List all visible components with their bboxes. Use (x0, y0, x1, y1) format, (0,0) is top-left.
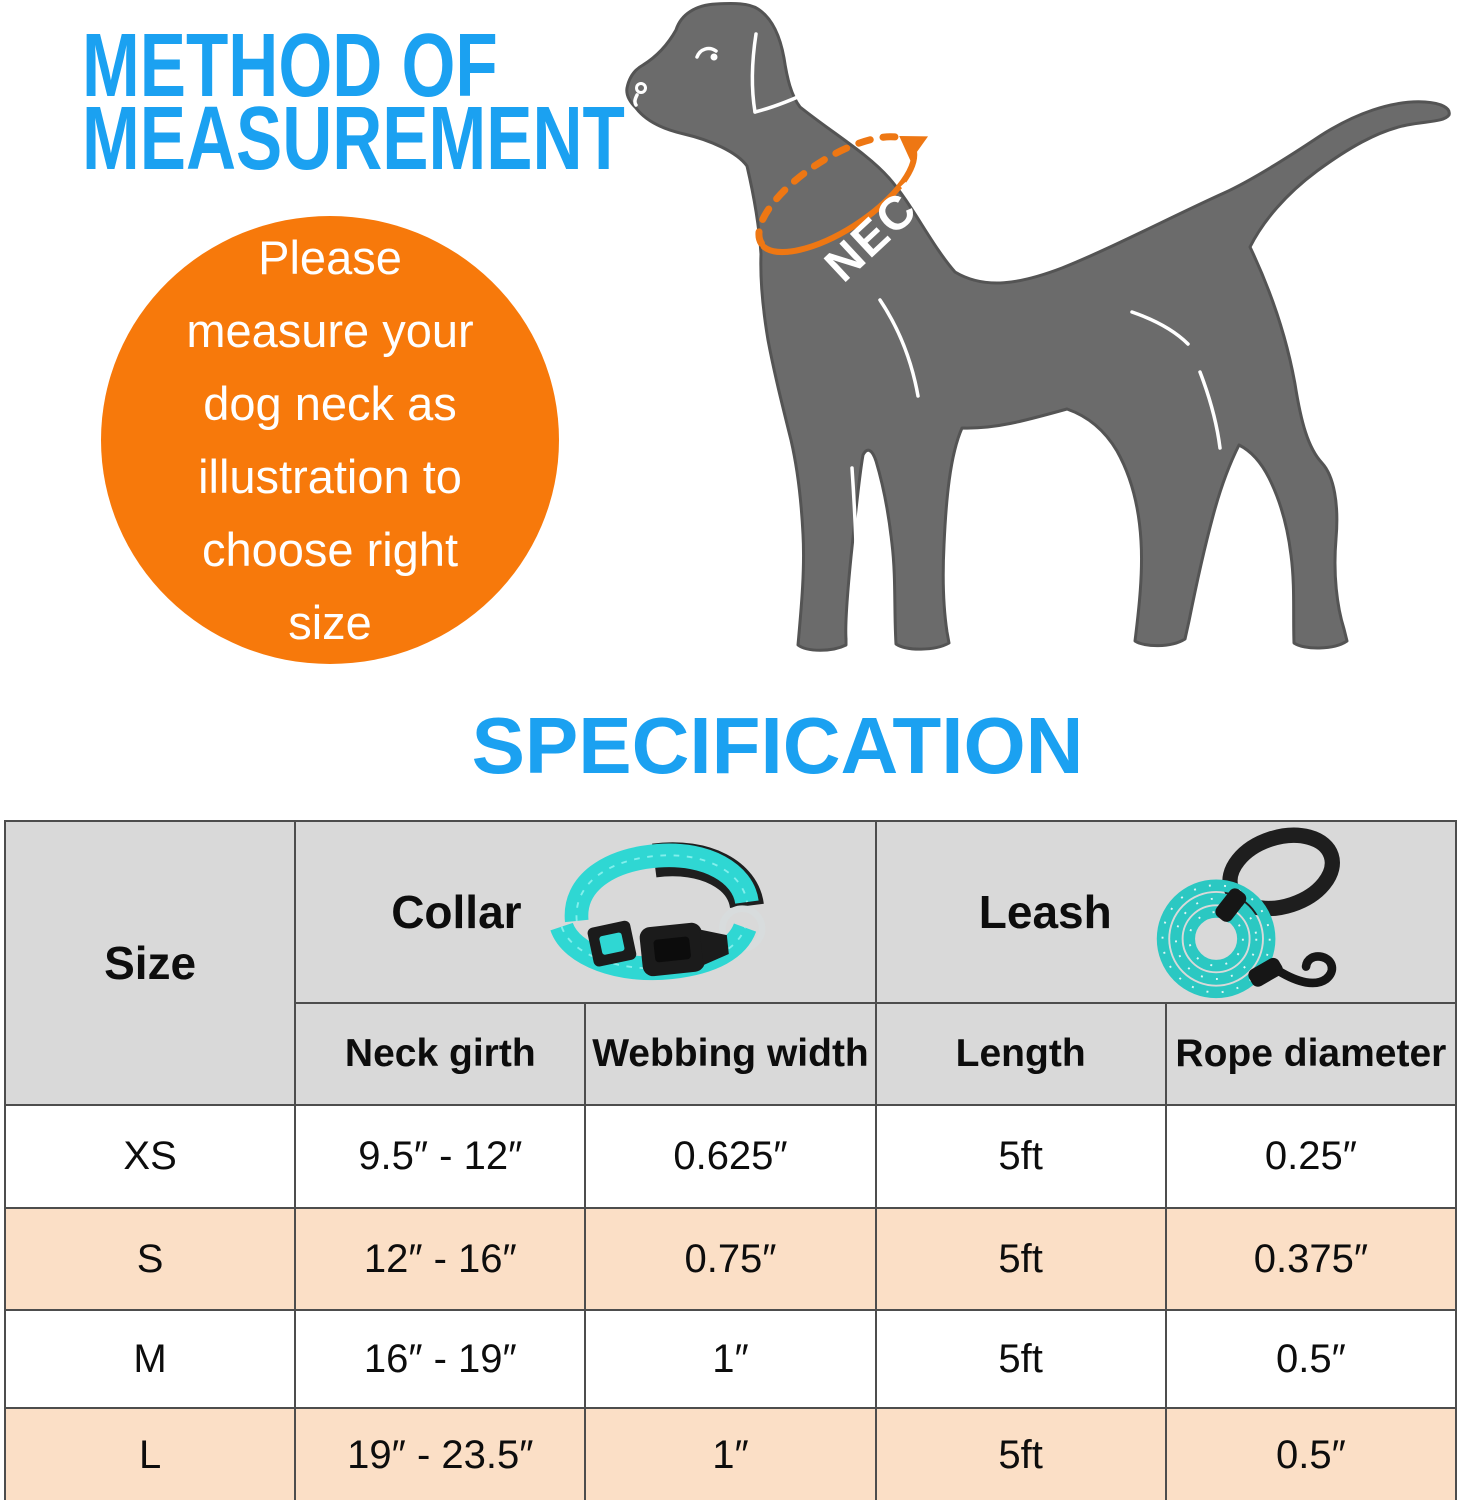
page-title-line1: METHOD OF (82, 16, 498, 116)
neck-label: NECK (814, 156, 954, 292)
table-group-header-row (5, 821, 1456, 1003)
dog-eye-icon (711, 54, 718, 61)
note-line: measure your (186, 304, 474, 357)
webbing-width-cell (585, 1310, 875, 1408)
size-cell (5, 1208, 295, 1310)
neck-girth-header-label: Neck girth (344, 1032, 536, 1075)
neck-girth-cell (295, 1105, 585, 1208)
rope-diameter-cell (1166, 1408, 1456, 1500)
rope-diameter-value: 0.5″ (1275, 1336, 1346, 1381)
leash-header-label: Leash (978, 886, 1112, 938)
size-value: L (138, 1432, 162, 1477)
webbing-width-value: 1″ (712, 1336, 749, 1381)
table-row-xs (5, 1105, 1456, 1208)
neck-girth-cell (295, 1408, 585, 1500)
size-cell (5, 1408, 295, 1500)
leash-icon (1128, 824, 1353, 1001)
rope-diameter-header-label: Rope diameter (1175, 1032, 1447, 1075)
note-line: choose right (201, 523, 459, 576)
note-line: illustration to (198, 450, 462, 503)
rope-diameter-cell (1166, 1105, 1456, 1208)
size-value: S (136, 1236, 164, 1281)
note-line: size (288, 596, 372, 649)
dog-measurement-diagram (0, 0, 1461, 665)
webbing-width-value: 0.75″ (684, 1236, 777, 1281)
neck-girth-header-cell (295, 1003, 585, 1105)
section-title: SPECIFICATION (471, 701, 1084, 790)
size-value: M (133, 1336, 167, 1381)
webbing-width-value: 0.625″ (673, 1134, 788, 1178)
dog-silhouette (627, 4, 1449, 651)
spec-table (4, 820, 1457, 1500)
collar-header-label: Collar (391, 886, 522, 938)
size-value: XS (123, 1134, 177, 1178)
webbing-width-header-label: Webbing width (592, 1032, 869, 1075)
length-cell (876, 1310, 1166, 1408)
neck-girth-cell (295, 1310, 585, 1408)
length-cell (876, 1105, 1166, 1208)
neck-girth-value: 16″ - 19″ (363, 1336, 517, 1381)
dog-silhouette-svg (0, 0, 1461, 665)
length-cell (876, 1408, 1166, 1500)
rope-diameter-value: 0.5″ (1275, 1432, 1346, 1477)
table-row-m (5, 1310, 1456, 1408)
table-row-l (5, 1408, 1456, 1500)
webbing-width-cell (585, 1105, 875, 1208)
length-header-cell (876, 1003, 1166, 1105)
rope-diameter-cell (1166, 1208, 1456, 1310)
webbing-width-header-cell (585, 1003, 875, 1105)
leash-header-cell (876, 821, 1456, 1003)
webbing-width-value: 1″ (712, 1432, 749, 1477)
webbing-width-cell (585, 1208, 875, 1310)
neck-girth-value: 9.5″ - 12″ (358, 1134, 523, 1178)
rope-diameter-value: 0.375″ (1253, 1236, 1368, 1281)
rope-diameter-cell (1166, 1310, 1456, 1408)
collar-header-cell (295, 821, 875, 1003)
neck-girth-value: 19″ - 23.5″ (347, 1432, 534, 1477)
length-value: 5ft (998, 1336, 1043, 1381)
neck-girth-cell (295, 1208, 585, 1310)
size-header-label: Size (104, 937, 197, 989)
length-header-label: Length (955, 1032, 1086, 1075)
neck-girth-value: 12″ - 16″ (363, 1236, 517, 1281)
length-value: 5ft (998, 1236, 1043, 1281)
size-cell (5, 1105, 295, 1208)
size-header-cell (5, 821, 295, 1105)
note-line: dog neck as (203, 377, 457, 430)
note-line: Please (258, 231, 402, 284)
rope-diameter-header-cell (1166, 1003, 1456, 1105)
webbing-width-cell (585, 1408, 875, 1500)
table-row-s (5, 1208, 1456, 1310)
length-value: 5ft (998, 1432, 1043, 1477)
rope-diameter-value: 0.25″ (1264, 1134, 1357, 1178)
length-value: 5ft (998, 1134, 1043, 1178)
collar-icon (538, 834, 780, 990)
length-cell (876, 1208, 1166, 1310)
page-title-line2: MEASUREMENT (82, 89, 625, 189)
size-cell (5, 1310, 295, 1408)
